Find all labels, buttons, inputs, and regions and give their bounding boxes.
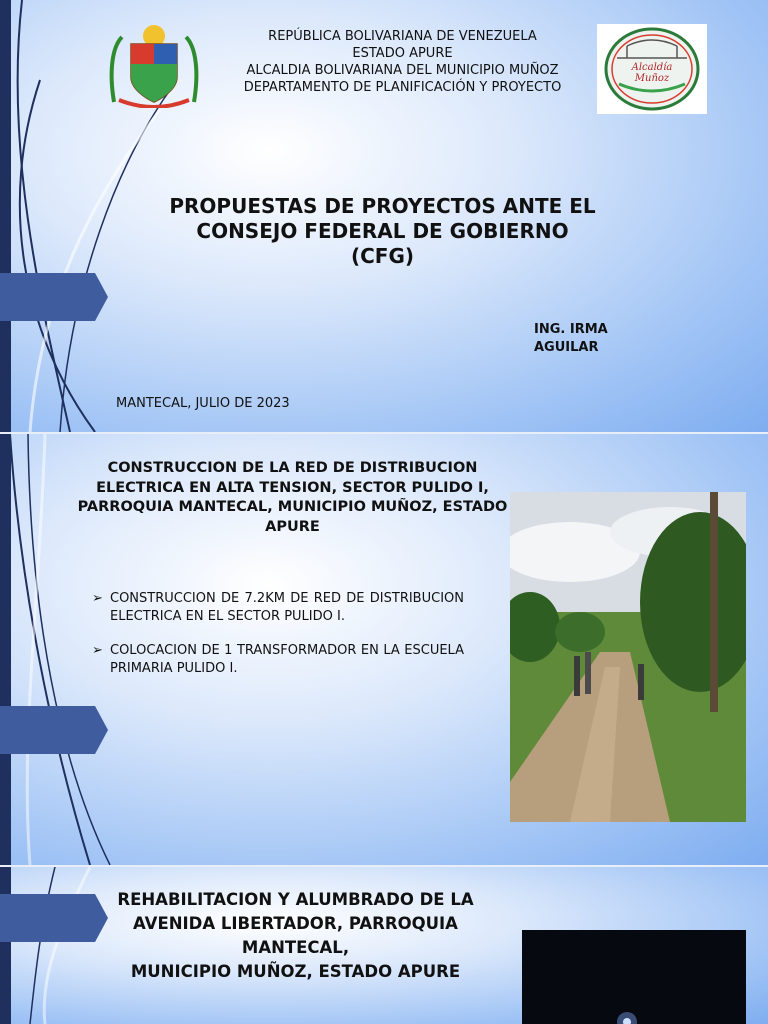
logo-text: Alcaldía Muñoz xyxy=(631,62,673,84)
municipality-logo-icon xyxy=(597,24,707,114)
presentation-title xyxy=(150,194,615,269)
title-line: (CFG) xyxy=(350,244,415,268)
title-line: AVENIDA LIBERTADOR, PARROQUIA xyxy=(133,914,458,933)
bullet-text: COLOCACION DE 1 TRANSFORMADOR EN LA ESCUELA PRIMARIA PULIDO I. xyxy=(110,643,464,676)
author-line: ING. IRMA xyxy=(534,322,608,337)
institution-header xyxy=(210,28,595,96)
header-line: ALCALDIA BOLIVARIANA DEL MUNICIPIO MUÑOZ xyxy=(246,63,559,78)
bullet-arrow-icon: ➢ xyxy=(92,643,103,658)
place-date: MANTECAL, JULIO DE 2023 xyxy=(116,396,290,411)
header-line: REPÚBLICA BOLIVARIANA DE VENEZUELA xyxy=(268,29,537,44)
slide-project-1 xyxy=(0,434,768,865)
arrow-tab xyxy=(0,273,108,321)
title-line: ELECTRICA EN ALTA TENSION, SECTOR PULIDO I, xyxy=(96,479,489,496)
header-line: ESTADO APURE xyxy=(352,46,453,61)
list-item xyxy=(92,590,464,626)
bullet-text: CONSTRUCCION DE 7.2KM DE RED DE DISTRIBUCION ELECTRICA EN EL SECTOR PULIDO I. xyxy=(110,591,464,624)
title-line: REHABILITACION Y ALUMBRADO DE LA xyxy=(117,890,474,909)
list-item xyxy=(92,642,464,678)
rural-dirt-road-photo-icon xyxy=(510,492,746,822)
coat-of-arms-icon xyxy=(104,22,204,108)
project-title xyxy=(58,888,533,984)
title-line: CONSEJO FEDERAL DE GOBIERNO xyxy=(196,219,569,243)
arrow-tab xyxy=(0,706,108,754)
author-line: AGUILAR xyxy=(534,340,599,355)
title-line: PROPUESTAS DE PROYECTOS ANTE EL xyxy=(169,194,596,218)
night-street-light-photo-icon xyxy=(522,930,746,1024)
slide-project-2 xyxy=(0,867,768,1024)
title-line: MUNICIPIO MUÑOZ, ESTADO APURE xyxy=(130,962,461,981)
title-line: MANTECAL, xyxy=(241,938,350,957)
title-line: PARROQUIA MANTECAL, MUNICIPIO MUÑOZ, ESTADO xyxy=(77,499,508,515)
author xyxy=(534,321,608,357)
bullet-arrow-icon: ➢ xyxy=(92,591,103,606)
header-line: DEPARTAMENTO DE PLANIFICACIÓN Y PROYECTO xyxy=(243,80,562,95)
project-title xyxy=(50,459,535,537)
title-line: APURE xyxy=(265,518,320,535)
title-line: CONSTRUCCION DE LA RED DE DISTRIBUCION xyxy=(107,460,478,476)
bullet-list xyxy=(92,590,464,694)
slide-cover xyxy=(0,0,768,432)
